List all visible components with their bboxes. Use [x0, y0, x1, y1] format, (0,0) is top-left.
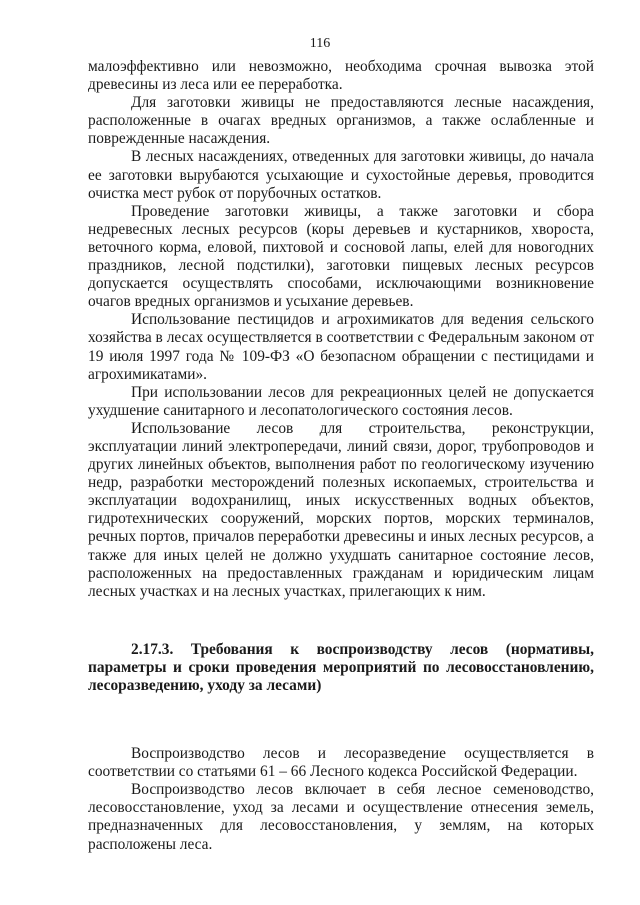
section-heading: 2.17.3. Требования к воспроизводству лесов (нормативы, параметры и сроки проведения мероприятий по лесовосстановлению, лесоразведению, уходу за лесами): [88, 640, 594, 694]
document-body: [88, 58, 594, 854]
paragraph-pesticides: Использование пестицидов и агрохимикатов для ведения сельского хозяйства в лесах осуществляется в соответствии с Федеральным законом от 19 июля 1997 года № 109-ФЗ «О безопасном обращении с пестицидами и агрохимикатами».: [88, 311, 594, 383]
paragraph-resin-preparation: В лесных насаждениях, отведенных для заготовки живицы, до начала ее заготовки вырубаются усыхающие и сухостойные деревья, проводится очистка мест рубок от порубочных остатков.: [88, 148, 594, 202]
paragraph-reproduction-scope: Воспроизводство лесов включает в себя лесное семеноводство, лесовосстановление, уход за лесами и осуществление отнесения земель, предназначенных для лесовосстановления, у землям, на которых расположены леса.: [88, 781, 594, 853]
paragraph-construction: Использование лесов для строительства, реконструкции, эксплуатации линий электропередачи, линий связи, дорог, трубопроводов и других линейных объектов, выполнения работ по геологическому изучению недр, разработки месторождений полезных ископаемых, строительства и эксплуатации водохранилищ, иных искусственных водных объектов, гидротехнических сооружений, морских портов, морских терминалов, речных портов, причалов переработки древесины и иных лесных ресурсов, а также для иных целей не должно ухудшать санитарное состояние лесов, расположенных на предоставленных гражданам и юридическим лицам лесных участках и на лесных участках, прилегающих к ним.: [88, 419, 594, 600]
paragraph-non-wood-resources: Проведение заготовки живицы, а также заготовки и сбора недревесных лесных ресурсов (коры деревьев и кустарников, хвороста, веточного корма, еловой, пихтовой и сосновой лапы, елей для новогодних праздников, лесной подстилки), заготовки пищевых лесных ресурсов допускается осуществлять способами, исключающими возникновение очагов вредных организмов и усыхание деревьев.: [88, 202, 594, 311]
section-spacer: [88, 695, 594, 745]
page-number: 116: [309, 36, 331, 51]
paragraph-resin-exclusion: Для заготовки живицы не предоставляются лесные насаждения, расположенные в очагах вредных организмов, а также ослабленные и поврежденные насаждения.: [88, 94, 594, 148]
paragraph-recreation: При использовании лесов для рекреационных целей не допускается ухудшение санитарного и лесопатологического состояния лесов.: [88, 383, 594, 419]
paragraph-reproduction-basis: Воспроизводство лесов и лесоразведение осуществляется в соответствии со статьями 61 – 66 Лесного кодекса Российской Федерации.: [88, 745, 594, 781]
paragraph-continuation: малоэффективно или невозможно, необходима срочная вывозка этой древесины из леса или ее переработка.: [88, 58, 594, 94]
